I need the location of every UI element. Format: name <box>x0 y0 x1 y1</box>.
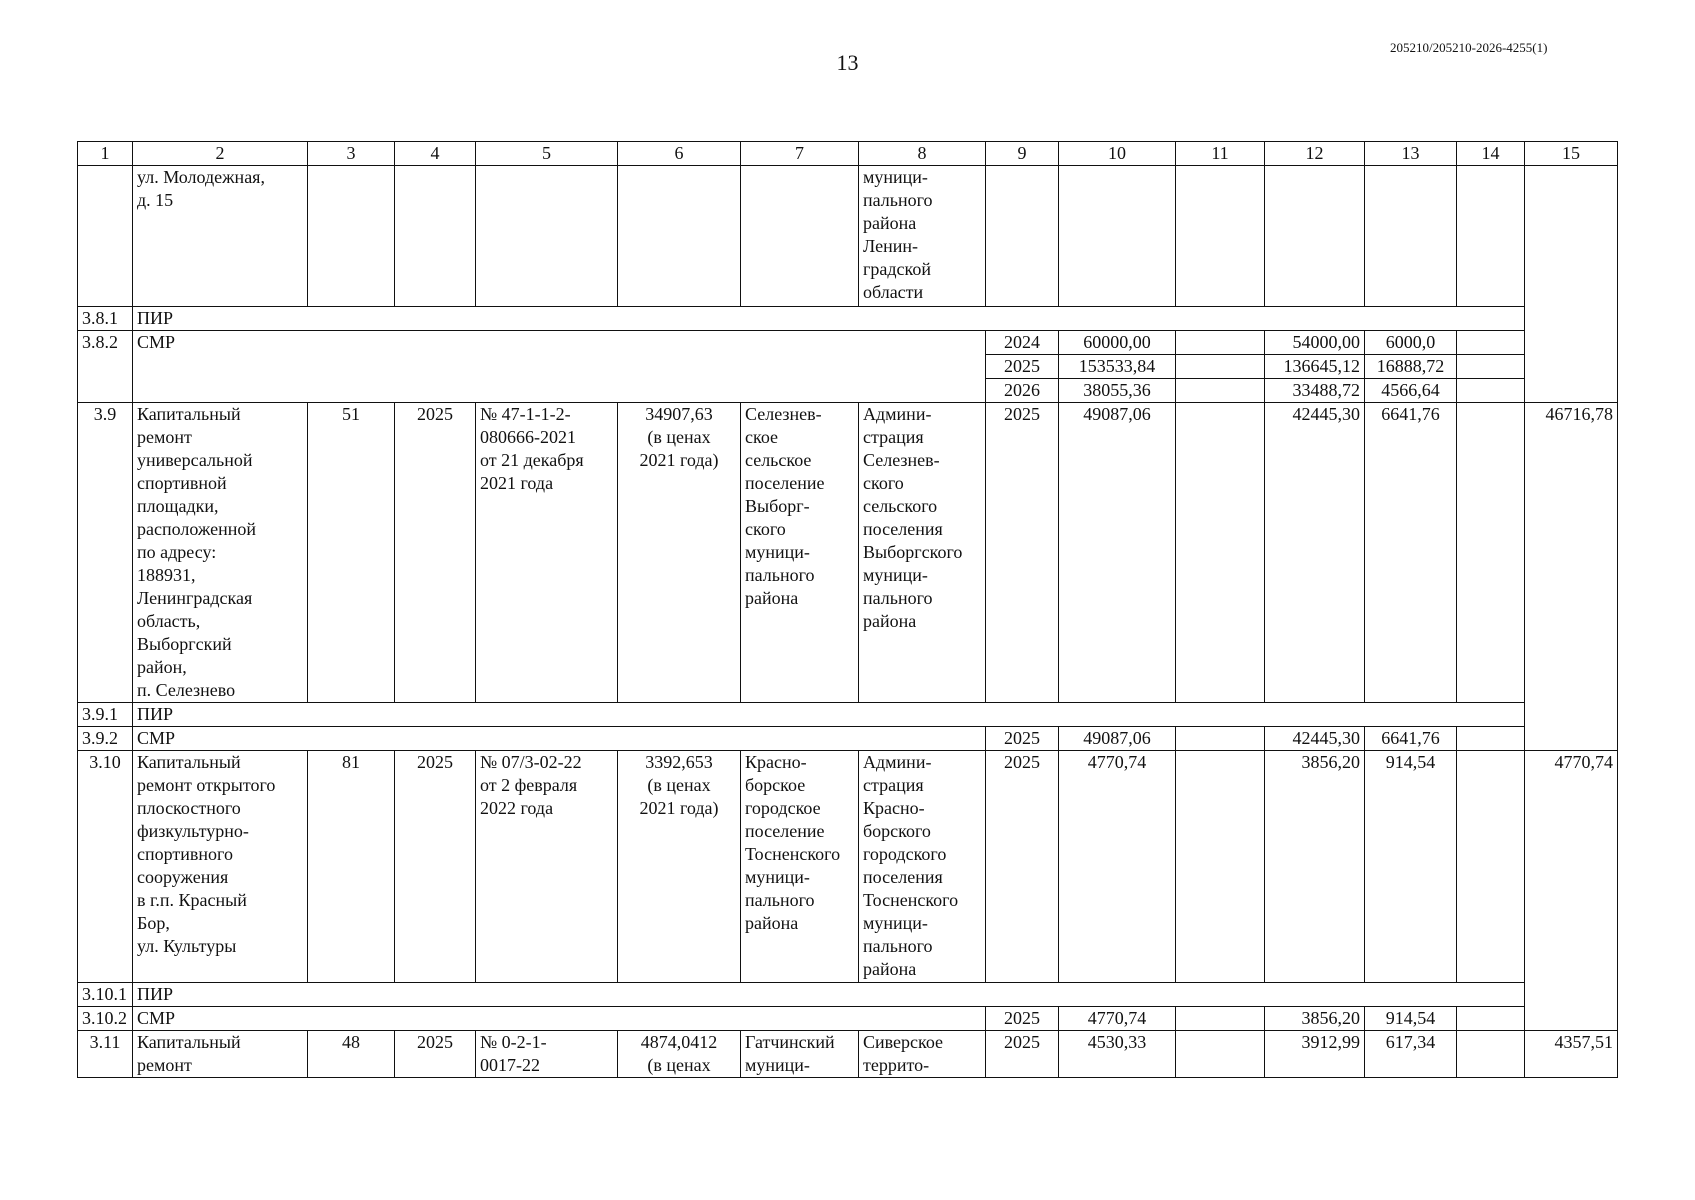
expertise-cell: № 0-2-1- 0017-22 <box>476 1031 618 1078</box>
table-row <box>78 1007 1618 1031</box>
amount-cell: 3856,20 <box>1265 1007 1365 1031</box>
investment-table <box>77 141 1618 1078</box>
object-name: ул. Молодежная, д. 15 <box>133 166 308 307</box>
stage-label: СМР <box>133 331 986 403</box>
expertise-cell: № 07/3-02-22 от 2 февраля 2022 года <box>476 751 618 983</box>
column-header: 14 <box>1457 142 1525 166</box>
row-number: 3.10.2 <box>78 1007 133 1031</box>
amount-cell: 914,54 <box>1365 751 1457 983</box>
amount-cell: 54000,00 <box>1265 331 1365 355</box>
table-row <box>78 727 1618 751</box>
year-cell: 2025 <box>395 1031 476 1078</box>
table-row <box>78 703 1618 727</box>
amount-cell: 3912,99 <box>1265 1031 1365 1078</box>
stage-label: СМР <box>133 1007 986 1031</box>
column-header: 4 <box>395 142 476 166</box>
column-header: 1 <box>78 142 133 166</box>
estimate-cell: 4874,0412 (в ценах <box>618 1031 741 1078</box>
customer: Админи- страция Селезнев- ского сельского поселения Выборгского муници- пального района <box>859 403 986 703</box>
year-cell: 2026 <box>986 379 1059 403</box>
year-cell: 2025 <box>986 751 1059 983</box>
amount-cell: 4770,74 <box>1059 751 1176 983</box>
row-number: 3.10.1 <box>78 983 133 1007</box>
amount-cell: 49087,06 <box>1059 727 1176 751</box>
year-cell: 2025 <box>986 1007 1059 1031</box>
estimate-cell: 3392,653 (в ценах 2021 года) <box>618 751 741 983</box>
row-number: 3.8.1 <box>78 307 133 331</box>
amount-cell: 6641,76 <box>1365 727 1457 751</box>
amount-cell: 16888,72 <box>1365 355 1457 379</box>
amount-cell: 617,34 <box>1365 1031 1457 1078</box>
year-cell: 2025 <box>986 403 1059 703</box>
expertise-cell: № 47-1-1-2- 080666-2021 от 21 декабря 2021 года <box>476 403 618 703</box>
column-header: 6 <box>618 142 741 166</box>
column-header: 13 <box>1365 142 1457 166</box>
capacity-cell: 81 <box>308 751 395 983</box>
table-row <box>78 403 1618 703</box>
amount-cell: 46716,78 <box>1525 403 1618 751</box>
municipality-cell: Красно- борское городское поселение Тосненского муници- пального района <box>741 751 859 983</box>
amount-cell: 153533,84 <box>1059 355 1176 379</box>
table-row <box>78 751 1618 983</box>
stage-label: ПИР <box>133 307 1525 331</box>
column-header: 3 <box>308 142 395 166</box>
row-number: 3.10 <box>78 751 133 983</box>
table-row <box>78 307 1618 331</box>
amount-cell: 914,54 <box>1365 1007 1457 1031</box>
year-cell: 2025 <box>986 1031 1059 1078</box>
amount-cell: 42445,30 <box>1265 403 1365 703</box>
column-header: 11 <box>1176 142 1265 166</box>
amount-cell: 4770,74 <box>1059 1007 1176 1031</box>
amount-cell: 42445,30 <box>1265 727 1365 751</box>
customer: Админи- страция Красно- борского городского поселения Тосненского муници- пального района <box>859 751 986 983</box>
amount-cell: 3856,20 <box>1265 751 1365 983</box>
row-number: 3.9 <box>78 403 133 703</box>
amount-cell: 136645,12 <box>1265 355 1365 379</box>
municipality-cell: Гатчинский муници- <box>741 1031 859 1078</box>
estimate-cell: 34907,63 (в ценах 2021 года) <box>618 403 741 703</box>
amount-cell: 4566,64 <box>1365 379 1457 403</box>
table-row <box>78 1031 1618 1078</box>
column-header: 9 <box>986 142 1059 166</box>
table-row <box>78 166 1618 307</box>
table-row <box>78 983 1618 1007</box>
row-number: 3.8.2 <box>78 331 133 403</box>
amount-cell: 38055,36 <box>1059 379 1176 403</box>
amount-cell: 6641,76 <box>1365 403 1457 703</box>
column-header: 15 <box>1525 142 1618 166</box>
row-number: 3.11 <box>78 1031 133 1078</box>
amount-cell: 33488,72 <box>1265 379 1365 403</box>
document-code: 205210/205210-2026-4255(1) <box>1390 40 1548 55</box>
capacity-cell: 51 <box>308 403 395 703</box>
row-number: 3.9.2 <box>78 727 133 751</box>
page-number: 13 <box>836 50 859 75</box>
table-row <box>78 331 1618 355</box>
row-number: 3.9.1 <box>78 703 133 727</box>
amount-cell: 6000,0 <box>1365 331 1457 355</box>
capacity-cell: 48 <box>308 1031 395 1078</box>
object-name: Капитальный ремонт универсальной спортивной площадки, расположенной по адресу: 188931, Ленинградская область, Выборгский район, п. Селезнево <box>133 403 308 703</box>
amount-cell: 4770,74 <box>1525 751 1618 1031</box>
column-header: 7 <box>741 142 859 166</box>
stage-label: ПИР <box>133 983 1525 1007</box>
amount-cell: 49087,06 <box>1059 403 1176 703</box>
column-header: 12 <box>1265 142 1365 166</box>
column-header: 5 <box>476 142 618 166</box>
column-header: 2 <box>133 142 308 166</box>
customer: муници- пального района Ленин- градской области <box>859 166 986 307</box>
stage-label: СМР <box>133 727 986 751</box>
column-header: 8 <box>859 142 986 166</box>
object-name: Капитальный ремонт <box>133 1031 308 1078</box>
object-name: Капитальный ремонт открытого плоскостного физкультурно- спортивного сооружения в г.п. Красный Бор, ул. Культуры <box>133 751 308 983</box>
column-number-row <box>78 142 1618 166</box>
stage-label: ПИР <box>133 703 1525 727</box>
municipality-cell: Селезнев- ское сельское поселение Выборг- ского муници- пального района <box>741 403 859 703</box>
year-cell: 2025 <box>986 727 1059 751</box>
year-cell: 2024 <box>986 331 1059 355</box>
amount-cell: 4357,51 <box>1525 1031 1618 1078</box>
amount-cell: 4530,33 <box>1059 1031 1176 1078</box>
year-cell: 2025 <box>395 751 476 983</box>
amount-cell: 60000,00 <box>1059 331 1176 355</box>
customer: Сиверское террито- <box>859 1031 986 1078</box>
year-cell: 2025 <box>395 403 476 703</box>
column-header: 10 <box>1059 142 1176 166</box>
year-cell: 2025 <box>986 355 1059 379</box>
